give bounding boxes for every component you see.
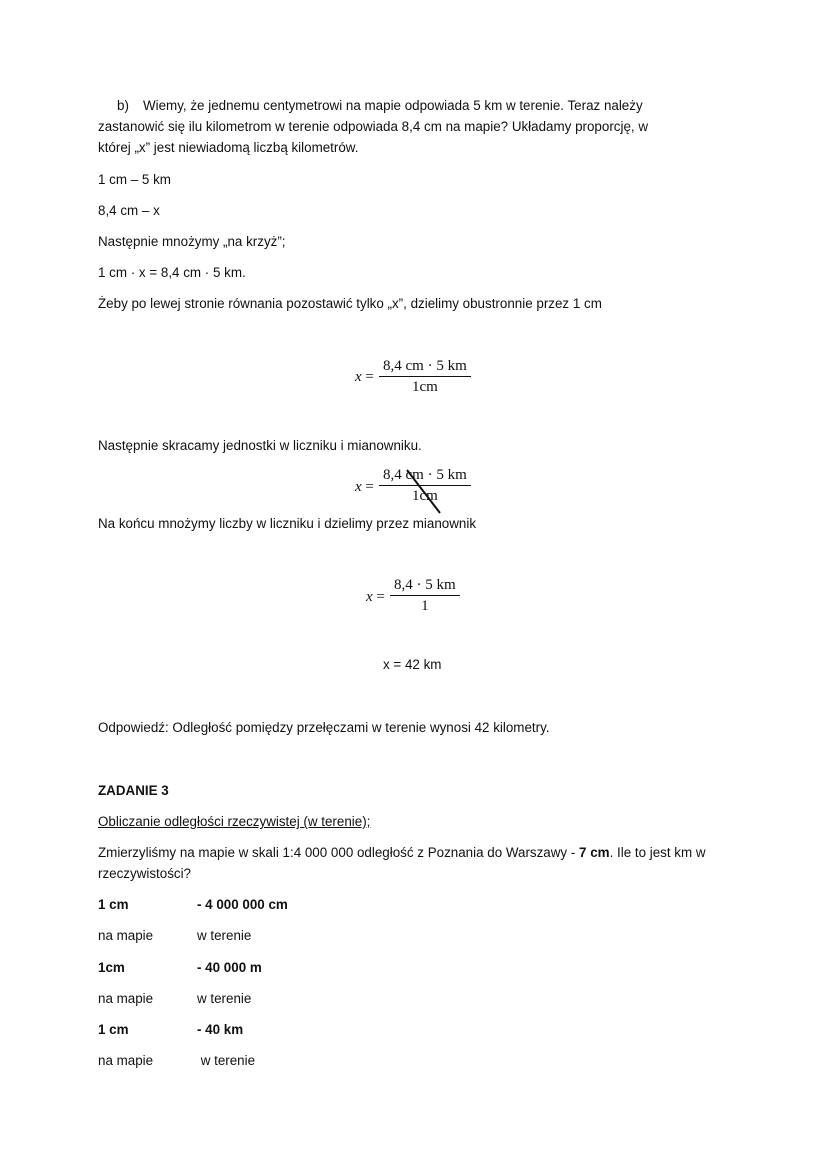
divide-text: Żeby po lewej stronie równania pozostawić tylko „x”, dzielimy obustronnie przez 1 cm <box>98 296 602 311</box>
formula-eq: = <box>365 479 374 495</box>
intro-line-3: której „x” jest niewiadomą liczbą kilometrów. <box>98 140 359 155</box>
formula-eq: = <box>376 589 385 605</box>
result: x = 42 km <box>383 657 442 672</box>
formula-denominator: 1 <box>390 595 460 616</box>
answer: Odpowiedź: Odległość pomiędzy przełęczami w terenie wynosi 42 kilometry. <box>98 720 550 735</box>
row-left: na mapie <box>98 1053 154 1068</box>
reduce-text: Następnie skracamy jednostki w liczniku i mianowniku. <box>98 438 422 453</box>
row-left: 1 cm <box>98 897 129 912</box>
proportion-1: 1 cm – 5 km <box>98 172 171 187</box>
formula-eq: = <box>365 369 374 385</box>
formula-denominator: 1cm <box>379 485 471 506</box>
multiply-text: Na końcu mnożymy liczby w liczniku i dzielimy przez mianownik <box>98 516 477 531</box>
row-left: 1 cm <box>98 1022 129 1037</box>
row-right: w terenie <box>197 1053 256 1068</box>
question-text-end: . Ile to jest km w <box>609 845 706 860</box>
row-left: na mapie <box>98 928 154 943</box>
formula-denominator: 1cm <box>379 376 471 397</box>
row-right: w terenie <box>197 928 252 943</box>
question-text: Zmierzyliśmy na mapie w skali 1:4 000 000 odległość z Poznania do Warszawy - <box>98 845 580 860</box>
cross-multiply-text: Następnie mnożymy „na krzyż”; <box>98 234 286 249</box>
formula-lhs: x <box>355 369 362 385</box>
proportion-2: 8,4 cm – x <box>98 203 160 218</box>
task3-subheading: Obliczanie odległości rzeczywistej (w terenie); <box>98 814 371 829</box>
row-right: w terenie <box>197 991 252 1006</box>
row-left: na mapie <box>98 991 154 1006</box>
task3-question-line2: rzeczywistości? <box>98 866 192 881</box>
strikethrough-mark <box>400 468 450 518</box>
intro-line-2: zastanowić się ilu kilometrom w terenie odpowiada 8,4 cm na mapie? Układamy proporcję, w <box>98 119 649 134</box>
formula-numerator: 8,4 cm · 5 km <box>383 467 467 483</box>
intro-line-1: Wiemy, że jednemu centymetrowi na mapie odpowiada 5 km w terenie. Teraz należy <box>143 98 643 113</box>
formula-numerator: 8,4 · 5 km <box>394 577 456 593</box>
formula-numerator: 8,4 cm · 5 km <box>383 358 467 374</box>
row-right: - 40 000 m <box>197 960 262 975</box>
row-left: 1cm <box>98 960 125 975</box>
task3-question <box>98 844 706 862</box>
row-right: - 4 000 000 cm <box>197 897 288 912</box>
row-right: - 40 km <box>197 1022 244 1037</box>
question-bold: 7 cm <box>579 845 610 860</box>
formula-lhs: x <box>355 479 362 495</box>
equation: 1 cm · x = 8,4 cm · 5 km. <box>98 265 246 280</box>
part-b-label: b) <box>117 98 129 113</box>
formula-lhs: x <box>366 589 373 605</box>
task3-heading: ZADANIE 3 <box>98 783 169 798</box>
